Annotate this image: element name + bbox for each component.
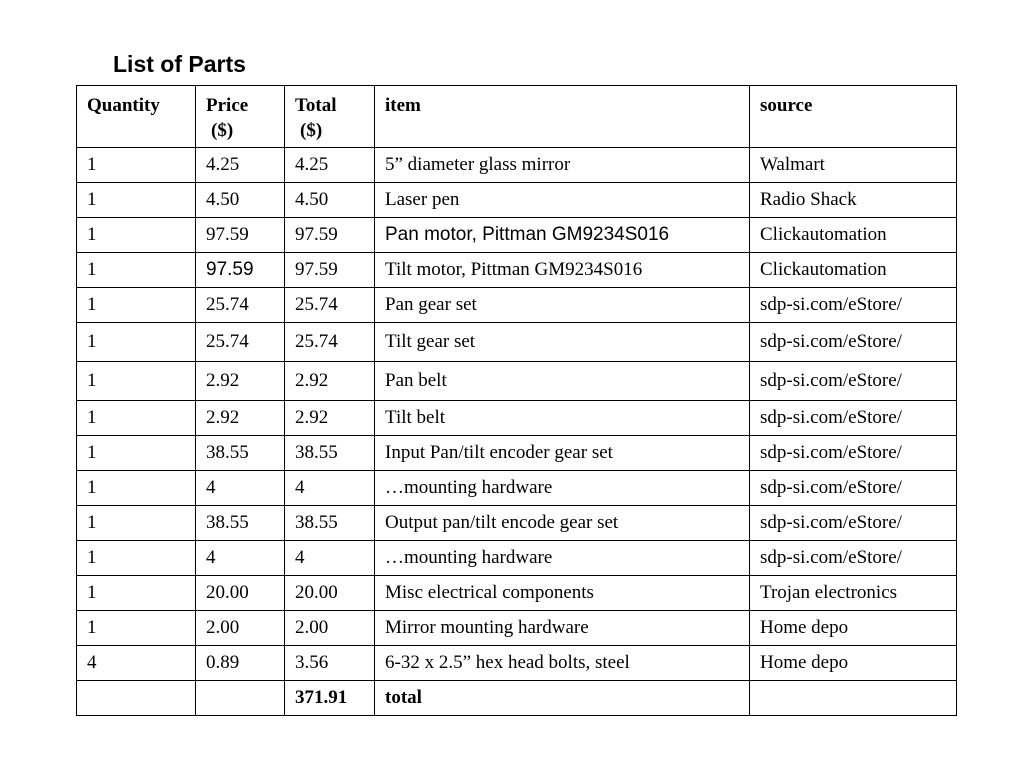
cell-quantity: 1	[77, 436, 196, 471]
cell-item: Tilt belt	[375, 401, 750, 436]
cell-quantity: 1	[77, 541, 196, 576]
cell-price	[196, 681, 285, 716]
cell-source: Home depo	[750, 646, 957, 681]
cell-item: Misc electrical components	[375, 576, 750, 611]
table-row	[77, 218, 957, 253]
page-title: List of Parts	[113, 51, 246, 77]
cell-price: 25.74	[196, 323, 285, 362]
cell-source: Trojan electronics	[750, 576, 957, 611]
column-header-item	[375, 86, 750, 148]
cell-quantity: 1	[77, 576, 196, 611]
table-header-row	[77, 86, 957, 148]
cell-source: sdp-si.com/eStore/	[750, 541, 957, 576]
column-header-label: Price	[206, 95, 249, 116]
cell-quantity: 1	[77, 362, 196, 401]
cell-quantity: 1	[77, 218, 196, 253]
cell-source: sdp-si.com/eStore/	[750, 362, 957, 401]
cell-source	[750, 681, 957, 716]
cell-item: 5” diameter glass mirror	[375, 148, 750, 183]
cell-total: 97.59	[285, 218, 375, 253]
cell-source: sdp-si.com/eStore/	[750, 471, 957, 506]
column-header-unit: ($)	[211, 120, 234, 141]
cell-item: …mounting hardware	[375, 471, 750, 506]
cell-quantity: 1	[77, 323, 196, 362]
table-row	[77, 506, 957, 541]
column-header-label: Total	[295, 95, 337, 116]
cell-total: 25.74	[285, 288, 375, 323]
cell-total: 20.00	[285, 576, 375, 611]
column-header-quantity	[77, 86, 196, 148]
cell-quantity: 1	[77, 471, 196, 506]
cell-price: 2.92	[196, 401, 285, 436]
table-row	[77, 183, 957, 218]
cell-price: 97.59	[196, 218, 285, 253]
cell-price: 0.89	[196, 646, 285, 681]
cell-price: 4.25	[196, 148, 285, 183]
table-row	[77, 611, 957, 646]
cell-price: 4	[196, 471, 285, 506]
cell-item: 6-32 x 2.5” hex head bolts, steel	[375, 646, 750, 681]
parts-table	[76, 85, 957, 716]
table-row	[77, 401, 957, 436]
table-row	[77, 323, 957, 362]
cell-quantity: 1	[77, 506, 196, 541]
cell-source: Clickautomation	[750, 253, 957, 288]
cell-total: 97.59	[285, 253, 375, 288]
cell-quantity: 1	[77, 401, 196, 436]
cell-total: 38.55	[285, 436, 375, 471]
column-header-price	[196, 86, 285, 148]
cell-quantity	[77, 681, 196, 716]
cell-quantity: 1	[77, 183, 196, 218]
table-row	[77, 576, 957, 611]
cell-item: Pan motor, Pittman GM9234S016	[375, 218, 750, 253]
cell-total: 2.92	[285, 401, 375, 436]
column-header-label: Quantity	[87, 95, 160, 116]
cell-item: Pan gear set	[375, 288, 750, 323]
cell-price: 2.92	[196, 362, 285, 401]
cell-quantity: 1	[77, 148, 196, 183]
cell-source: Radio Shack	[750, 183, 957, 218]
cell-source: sdp-si.com/eStore/	[750, 288, 957, 323]
cell-price: 20.00	[196, 576, 285, 611]
cell-quantity: 4	[77, 646, 196, 681]
column-header-label: item	[385, 95, 421, 116]
cell-item: Tilt motor, Pittman GM9234S016	[375, 253, 750, 288]
cell-price: 38.55	[196, 436, 285, 471]
cell-source: sdp-si.com/eStore/	[750, 436, 957, 471]
cell-item: …mounting hardware	[375, 541, 750, 576]
cell-item: Output pan/tilt encode gear set	[375, 506, 750, 541]
cell-total: 2.00	[285, 611, 375, 646]
cell-total: 4.25	[285, 148, 375, 183]
cell-source: Home depo	[750, 611, 957, 646]
cell-total: 4	[285, 471, 375, 506]
table-row	[77, 148, 957, 183]
cell-total: 25.74	[285, 323, 375, 362]
cell-quantity: 1	[77, 253, 196, 288]
cell-price: 4	[196, 541, 285, 576]
column-header-unit: ($)	[300, 120, 323, 141]
cell-item: Tilt gear set	[375, 323, 750, 362]
cell-source: sdp-si.com/eStore/	[750, 323, 957, 362]
table-row	[77, 253, 957, 288]
cell-price: 4.50	[196, 183, 285, 218]
cell-source: Walmart	[750, 148, 957, 183]
cell-item: Laser pen	[375, 183, 750, 218]
table-row	[77, 471, 957, 506]
cell-item: Input Pan/tilt encoder gear set	[375, 436, 750, 471]
cell-source: sdp-si.com/eStore/	[750, 506, 957, 541]
table-row	[77, 436, 957, 471]
column-header-total	[285, 86, 375, 148]
cell-quantity: 1	[77, 611, 196, 646]
cell-source: Clickautomation	[750, 218, 957, 253]
table-row	[77, 288, 957, 323]
cell-quantity: 1	[77, 288, 196, 323]
total-row	[77, 681, 957, 716]
cell-item: Mirror mounting hardware	[375, 611, 750, 646]
cell-price: 97.59	[196, 253, 285, 288]
table-row	[77, 541, 957, 576]
cell-price: 38.55	[196, 506, 285, 541]
grand-total-value: 371.91	[285, 681, 375, 716]
cell-item: Pan belt	[375, 362, 750, 401]
cell-total: 4.50	[285, 183, 375, 218]
cell-total: 3.56	[285, 646, 375, 681]
cell-source: sdp-si.com/eStore/	[750, 401, 957, 436]
cell-price: 2.00	[196, 611, 285, 646]
cell-price: 25.74	[196, 288, 285, 323]
grand-total-label: total	[375, 681, 750, 716]
column-header-label: source	[760, 95, 813, 116]
cell-total: 4	[285, 541, 375, 576]
column-header-source	[750, 86, 957, 148]
cell-total: 2.92	[285, 362, 375, 401]
table-row	[77, 362, 957, 401]
table-row	[77, 646, 957, 681]
cell-total: 38.55	[285, 506, 375, 541]
